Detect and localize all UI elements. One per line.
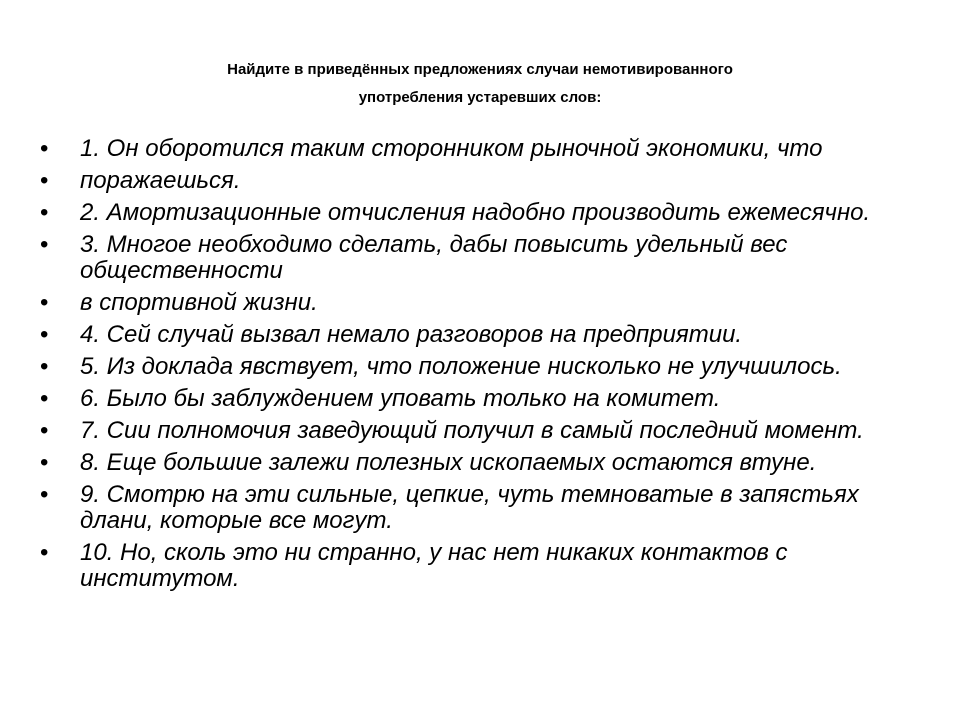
bullet-icon: • <box>40 289 49 316</box>
bullet-icon: • <box>40 231 49 258</box>
list-item <box>40 168 920 194</box>
title-line-1: Найдите в приведённых предложениях случаи немотивированного <box>227 61 733 78</box>
list-item <box>40 322 920 348</box>
bullet-icon: • <box>40 167 49 194</box>
bullet-icon: • <box>40 417 49 444</box>
item-text: 8. Еще большие залежи полезных ископаемых остаются втуне. <box>80 449 817 476</box>
item-text: 6. Было бы заблуждением уповать только на комитет. <box>80 385 721 412</box>
bullet-icon: • <box>40 353 49 380</box>
list-item <box>40 540 920 592</box>
bullet-icon: • <box>40 449 49 476</box>
list-item <box>40 418 920 444</box>
item-text: 7. Сии полномочия заведующий получил в самый последний момент. <box>80 417 864 444</box>
item-text: 9. Смотрю на эти сильные, цепкие, чуть темноватые в запястьях длани, которые все могут. <box>80 481 859 534</box>
item-text: в спортивной жизни. <box>80 289 318 316</box>
bullet-icon: • <box>40 481 49 508</box>
bullet-icon: • <box>40 199 49 226</box>
item-text: 1. Он оборотился таким сторонником рыночной экономики, что <box>80 135 823 162</box>
item-text: поражаешься. <box>80 167 241 194</box>
list-item <box>40 232 920 284</box>
bullet-icon: • <box>40 539 49 566</box>
item-text: 2. Амортизационные отчисления надобно производить ежемесячно. <box>80 199 871 226</box>
sentence-list <box>40 136 920 598</box>
list-item <box>40 354 920 380</box>
list-item <box>40 200 920 226</box>
bullet-icon: • <box>40 385 49 412</box>
list-item <box>40 386 920 412</box>
slide-title <box>0 56 960 112</box>
bullet-icon: • <box>40 135 49 162</box>
item-text: 10. Но, сколь это ни странно, у нас нет никаких контактов с институтом. <box>80 539 788 592</box>
bullet-icon: • <box>40 321 49 348</box>
title-line-2: употребления устаревших слов: <box>358 89 602 106</box>
item-text: 5. Из доклада явствует, что положение нисколько не улучшилось. <box>80 353 842 380</box>
item-text: 4. Сей случай вызвал немало разговоров на предприятии. <box>80 321 743 348</box>
item-text: 3. Многое необходимо сделать, дабы повысить удельный вес общественности <box>80 231 788 284</box>
list-item <box>40 290 920 316</box>
list-item <box>40 450 920 476</box>
list-item <box>40 482 920 534</box>
list-item <box>40 136 920 162</box>
